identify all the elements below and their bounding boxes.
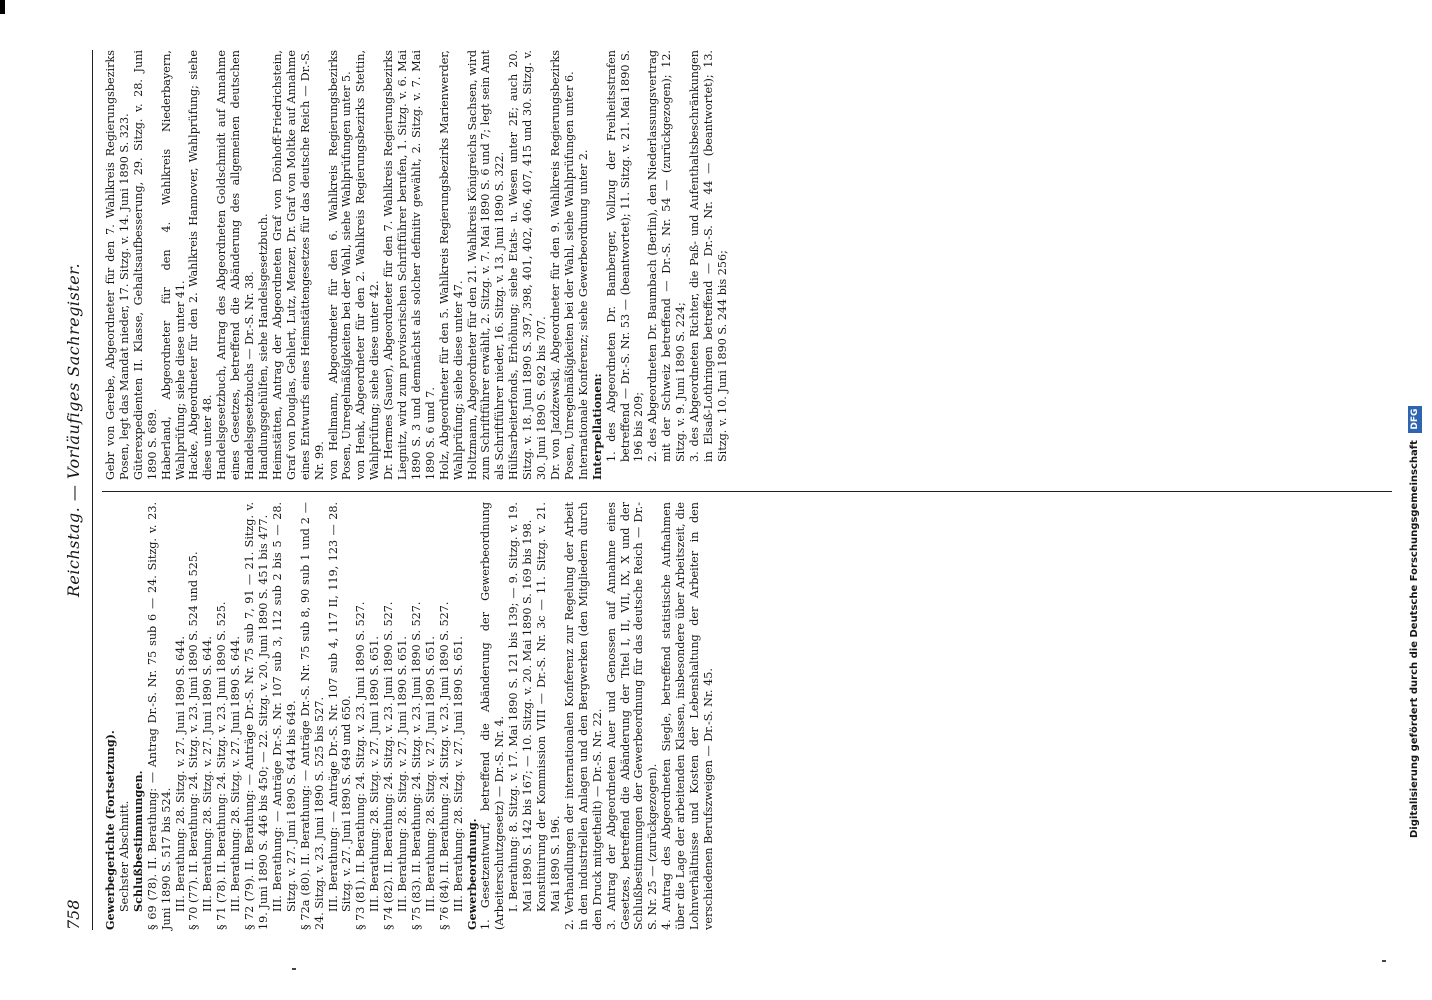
index-entry: Interpellationen: bbox=[589, 373, 604, 480]
index-entry: Holtzmann, Abgeordneter für den 21. Wahlkreis Königreichs Sachsen, wird zum Schriftführer erwählt, 2. Sitzg. v. 7. Mai 1890 S. 6 und 7; legt sein Amt als Schriftführer nieder, 16. Sitzg. v. 13. Juni 1890 S. 322. bbox=[465, 50, 507, 480]
index-entry: III. Berathung: 28. Sitzg. v. 27. Juni 1890 S. 644. bbox=[229, 636, 243, 912]
index-entry: III. Berathung: 28. Sitzg. v. 27. Juni 1890 S. 651. bbox=[423, 636, 437, 912]
index-entry: III. Berathung: — Anträge Dr.-S. Nr. 107 sub 4, 117 II, 119, 123 — 28. Sitzg. v. 27. Juni 1890 S. 649 und 650. bbox=[326, 502, 354, 912]
index-entry: Gewerbegerichte (Fortsetzung). bbox=[103, 730, 117, 930]
index-entry: 1. Gesetzentwurf, betreffend die Abänderung der Gewerbeordnung (Arbeiterschutzgesetz) — Dr.-S. Nr. 4. bbox=[479, 502, 507, 930]
index-entry: von Henk, Abgeordneter für den 2. Wahlkreis Regierungsbezirks Stettin, Wahlprüfung; siehe diese unter 42. bbox=[354, 50, 382, 480]
index-entry: III. Berathung: 28. Sitzg. v. 27. Juni 1890 S. 651. bbox=[451, 636, 465, 912]
index-entry: § 70 (77). II. Berathung: 24. Sitzg. v. 23. Juni 1890 S. 524 und 525. bbox=[187, 551, 201, 930]
index-entry: 1. des Abgeordneten Dr. Bamberger, Vollzug der Freiheitsstrafen betreffend — Dr.-S. Nr. 53 — (beantwortet); 11. Sitzg. v. 21. Mai 1890 S. 196 bis 209; bbox=[604, 50, 646, 462]
index-entry: 3. Antrag der Abgeordneten Auer und Genossen auf Annahme eines Gesetzes, betreffend die Abänderung der Titel I, II, VII, IX, X und der Schlußbestimmungen der Gewerbeordnung für das deutsche Reich — Dr.-S. Nr. 25 — (zurückgezogen). bbox=[604, 502, 660, 930]
index-entry: § 74 (82). II. Berathung: 24. Sitzg. v. 23. Juni 1890 S. 527. bbox=[382, 601, 396, 930]
index-entry: 4. Antrag des Abgeordneten Siegle, betreffend statistische Aufnahmen über die Lage der arbeitenden Klassen, insbesondere über Arbeitszeit, die Lohnverhältnisse und Kosten der Lebenshaltung der Arbeiter in den verschiedenen Berufszweigen — Dr.-S. Nr. 45. bbox=[660, 502, 715, 930]
left-column bbox=[104, 502, 716, 930]
scan-edge-mark bbox=[0, 0, 5, 14]
header-rule bbox=[92, 50, 93, 930]
index-entry: Sechster Abschnitt. bbox=[117, 800, 131, 912]
dfg-logo: DFG bbox=[1408, 406, 1422, 433]
index-entry: III. Berathung: 28. Sitzg. v. 27. Juni 1890 S. 651. bbox=[396, 636, 410, 912]
index-entry: III. Berathung: — Anträge Dr.-S. Nr. 107 sub 3, 112 sub 2 bis 5 — 28. Sitzg. v. 27. Juni 1890 S. 644 bis 649. bbox=[270, 502, 298, 912]
digitization-text: Digitalisierung gefördert durch die Deutsche Forschungsgemeinschaft bbox=[1409, 440, 1420, 838]
index-entry: Gewerbeordnung. bbox=[464, 818, 479, 930]
index-entry: III. Berathung: 28. Sitzg. v. 27. Juni 1890 S. 651. bbox=[368, 636, 382, 912]
index-entry: § 72 (79). II. Berathung: — Anträge Dr.-S. Nr. 75 sub 7, 91 — 21. Sitzg. v. 19. Juni 1890 S. 446 bis 450; — 22. Sitzg. v. 20. Juni 1890 S. 451 bis 477. bbox=[243, 502, 270, 930]
index-entry: Holz, Abgeordneter für den 5. Wahlkreis Regierungsbezirks Marienwerder, Wahlprüfung; siehe diese unter 47. bbox=[437, 50, 465, 480]
index-entry: § 71 (78). II. Berathung: 24. Sitzg. v. 23. Juni 1890 S. 525. bbox=[215, 601, 229, 930]
index-entry: Handlungsgehülfen, siehe Handelsgesetzbuch. bbox=[256, 213, 270, 480]
index-entry: § 69 (78). II. Berathung: — Antrag Dr.-S. Nr. 75 sub 6 — 24. Sitzg. v. 23. Juni 1890 S. 517 bis 524. bbox=[145, 502, 173, 930]
index-entry: § 76 (84). II. Berathung: 24. Sitzg. v. 23. Juni 1890 S. 527. bbox=[437, 601, 451, 930]
index-entry: Heimstätten, Antrag der Abgeordneten Graf von Dönhoff-Friedrichstein, Graf von Douglas, Gehlert, Lutz, Menzer, Dr. Graf von Moltke auf Annahme eines Entwurfs eines Heimstättengesetzes für das deutsche Reich — Dr.-S. Nr. 99. bbox=[270, 50, 326, 480]
index-entry: 2. Verhandlungen der internationalen Konferenz zur Regelung der Arbeit in den industriellen Anlagen und den Bergwerken (den Mitgliedern durch den Druck mitgetheilt) — Dr.-S. Nr. 22. bbox=[562, 502, 604, 930]
index-entry: Haberland, Abgeordneter für den 4. Wahlkreis Niederbayern, Wahlprüfung; siehe diese unter 41. bbox=[159, 50, 187, 480]
scan-speck bbox=[292, 968, 296, 970]
index-entry: § 72a (80). II. Berathung: — Anträge Dr.-S. Nr. 75 sub 8, 90 sub 1 und 2 — 24. Sitzg. v. 23. Juni 1890 S. 525 bis 527. bbox=[298, 502, 326, 930]
index-entry: Schlußbestimmungen. bbox=[130, 770, 145, 912]
index-entry: Konstituirung der Kommission VIII — Dr.-S. Nr. 3c — 11. Sitzg. v. 21. Mai 1890 S. 196. bbox=[535, 502, 562, 912]
index-entry: III. Berathung: 28. Sitzg. v. 27. Juni 1890 S. 644. bbox=[173, 636, 187, 912]
index-entry: Dr. Hermes (Sauer), Abgeordneter für den 7. Wahlkreis Regierungsbezirks Liegnitz, wird zum provisorischen Schriftführer berufen, 1. Sitzg. v. 6. Mai 1890 S. 3 und demnächst als solcher definitiv gewählt, 2. Sitzg. v. 7. Mai 1890 S. 6 und 7. bbox=[382, 50, 437, 480]
index-entry: 2. des Abgeordneten Dr. Baumbach (Berlin), den Niederlassungsvertrag mit der Schweiz betreffend — Dr.-S. Nr. 54 — (zurückgezogen); 12. Sitzg. v. 9. Juni 1890 S. 224; bbox=[646, 50, 688, 462]
index-entry: 3. des Abgeordneten Richter, die Paß- und Aufenthaltsbeschränkungen in Elsaß-Lothringen betreffend — Dr.-S. Nr. 44 — (beantwortet); 13. Sitzg. v. 10. Juni 1890 S. 244 bis 256; bbox=[688, 50, 729, 462]
index-entry: § 75 (83). II. Berathung: 24. Sitzg. v. 23. Juni 1890 S. 527. bbox=[409, 601, 423, 930]
index-entry: von Hellmann, Abgeordneter für den 6. Wahlkreis Regierungsbezirks Posen, Unregelmäßigkeiten bei der Wahl, siehe Wahlprüfungen unter 5. bbox=[326, 50, 354, 480]
index-entry: Internationale Konferenz; siehe Gewerbeordnung unter 2. bbox=[576, 149, 590, 480]
index-entry: Dr. von Jazdzewski, Abgeordneter für den 9. Wahlkreis Regierungsbezirks Posen, Unregelmäßigkeiten bei der Wahl, siehe Wahlprüfungen unter 6. bbox=[549, 50, 576, 480]
column-divider bbox=[102, 491, 1392, 492]
index-entry: III. Berathung: 28. Sitzg. v. 27. Juni 1890 S. 644. bbox=[201, 636, 215, 912]
digitization-note bbox=[1404, 8, 1426, 838]
index-entry: Gebr von Gerebe, Abgeordneter für den 7. Wahlkreis Regierungsbezirks Posen, legt das Mandat nieder, 17. Sitzg. v. 14. Juni 1890 S. 323. bbox=[104, 50, 131, 480]
running-head: Reichstag. — Vorläufiges Sachregister. bbox=[64, 262, 83, 598]
right-column bbox=[104, 50, 730, 480]
index-entry: Handelsgesetzbuch, Antrag des Abgeordneten Goldschmidt auf Annahme eines Gesetzes, betreffend die Abänderung des allgemeinen deutschen Handelsgesetzbuchs — Dr.-S. Nr. 38. bbox=[215, 50, 257, 480]
index-entry: Hacke, Abgeordneter für den 2. Wahlkreis Hannover, Wahlprüfung; siehe diese unter 48. bbox=[187, 50, 215, 480]
index-entry: Hülfsarbeiterfonds, Erhöhung; siehe Etats- u. Wesen unter 2E; auch 20. Sitzg. v. 18. Juni 1890 S. 397, 398, 401, 402, 406, 407, 415 und 30. Sitzg. v. 30. Juni 1890 S. 692 bis 707. bbox=[507, 50, 549, 480]
scan-speck bbox=[1382, 960, 1386, 962]
page-number: 758 bbox=[64, 899, 83, 930]
index-entry: I. Berathung: 8. Sitzg. v. 17. Mai 1890 S. 121 bis 139; — 9. Sitzg. v. 19. Mai 1890 S. 142 bis 167; — 10. Sitzg. v. 20. Mai 1890 S. 169 bis 198. bbox=[507, 502, 535, 912]
index-entry: Güterexpedienten II. Klasse, Gehaltsaufbesserung, 29. Sitzg. v. 28. Juni 1890 S. 689. bbox=[131, 50, 159, 480]
index-entry: § 73 (81). II. Berathung: 24. Sitzg. v. 23. Juni 1890 S. 527. bbox=[354, 601, 368, 930]
